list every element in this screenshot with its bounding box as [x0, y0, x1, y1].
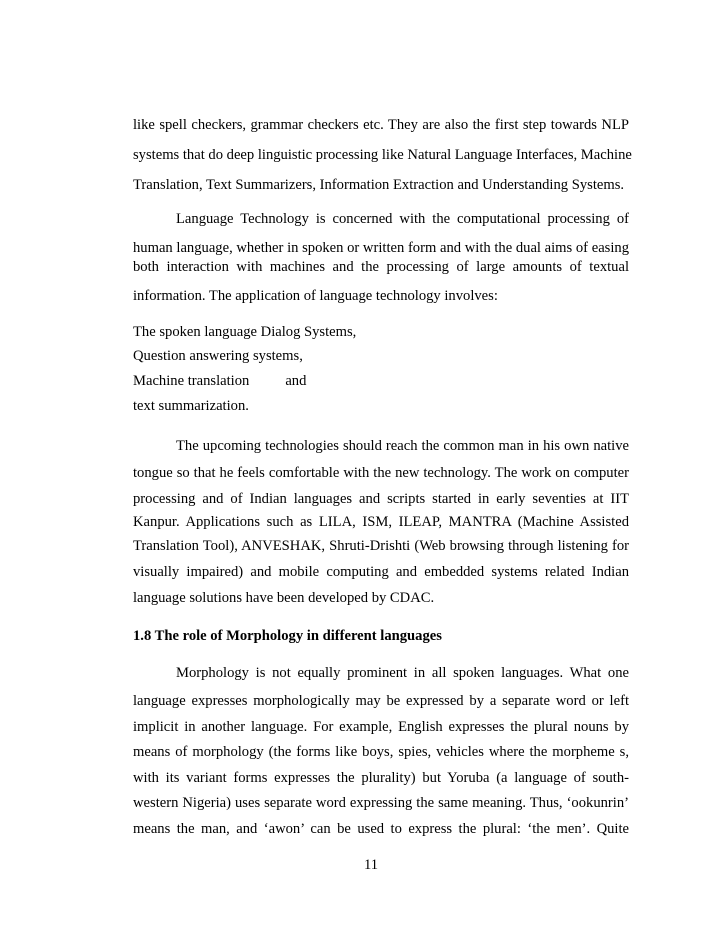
- section-heading: 1.8 The role of Morphology in different languages: [133, 628, 442, 644]
- application-item-machine-translation-label: Machine translation: [133, 373, 250, 389]
- paragraph-3-line-6: visually impaired) and mobile computing and embedded systems related Indian: [133, 564, 629, 580]
- paragraph-2-line-1: Language Technology is concerned with the computational processing of: [176, 211, 629, 227]
- application-item-question-answering: Question answering systems,: [133, 348, 303, 364]
- paragraph-3-line-2: tongue so that he feels comfortable with the new technology. The work on computer: [133, 465, 629, 481]
- paragraph-3-line-1: The upcoming technologies should reach the common man in his own native: [176, 438, 629, 454]
- paragraph-2-line-4: information. The application of language technology involves:: [133, 288, 498, 304]
- application-conjunction: and: [285, 373, 307, 389]
- paragraph-2-line-3: both interaction with machines and the processing of large amounts of textual: [133, 259, 629, 275]
- paragraph-3-line-3: processing and of Indian languages and scripts started in early seventies at IIT: [133, 491, 629, 507]
- application-item-text-summarization: text summarization.: [133, 398, 249, 414]
- paragraph-3-line-4: Kanpur. Applications such as LILA, ISM, ILEAP, MANTRA (Machine Assisted: [133, 514, 629, 530]
- paragraph-4-line-4: means of morphology (the forms like boys, spies, vehicles where the morpheme s,: [133, 744, 629, 760]
- page-number: 11: [364, 857, 379, 873]
- paragraph-2-line-2: human language, whether in spoken or written form and with the dual aims of easing: [133, 240, 629, 256]
- paragraph-4-line-1: Morphology is not equally prominent in all spoken languages. What one: [176, 665, 629, 681]
- paragraph-1-line-3: Translation, Text Summarizers, Information Extraction and Understanding Systems.: [133, 177, 625, 193]
- paragraph-3-line-5: Translation Tool), ANVESHAK, Shruti-Drishti (Web browsing through listening for: [133, 538, 629, 554]
- application-item-machine-translation: [133, 372, 306, 390]
- paragraph-1-line-2: systems that do deep linguistic processing like Natural Language Interfaces, Machine: [133, 147, 632, 163]
- paragraph-4-line-3: implicit in another language. For example, English expresses the plural nouns by: [133, 719, 629, 735]
- paragraph-4-line-7: means the man, and ‘awon’ can be used to express the plural: ‘the men’. Quite: [133, 821, 629, 837]
- paragraph-4-line-6: western Nigeria) uses separate word expressing the same meaning. Thus, ‘ookunrin’: [133, 795, 629, 811]
- paragraph-4-line-2: language expresses morphologically may be expressed by a separate word or left: [133, 693, 629, 709]
- paragraph-3-line-7: language solutions have been developed by CDAC.: [133, 590, 435, 606]
- application-item-dialog-systems: The spoken language Dialog Systems,: [133, 324, 357, 340]
- paragraph-4-line-5: with its variant forms expresses the plurality) but Yoruba (a language of south-: [133, 770, 629, 786]
- paragraph-1-line-1: like spell checkers, grammar checkers etc. They are also the first step towards NLP: [133, 117, 629, 133]
